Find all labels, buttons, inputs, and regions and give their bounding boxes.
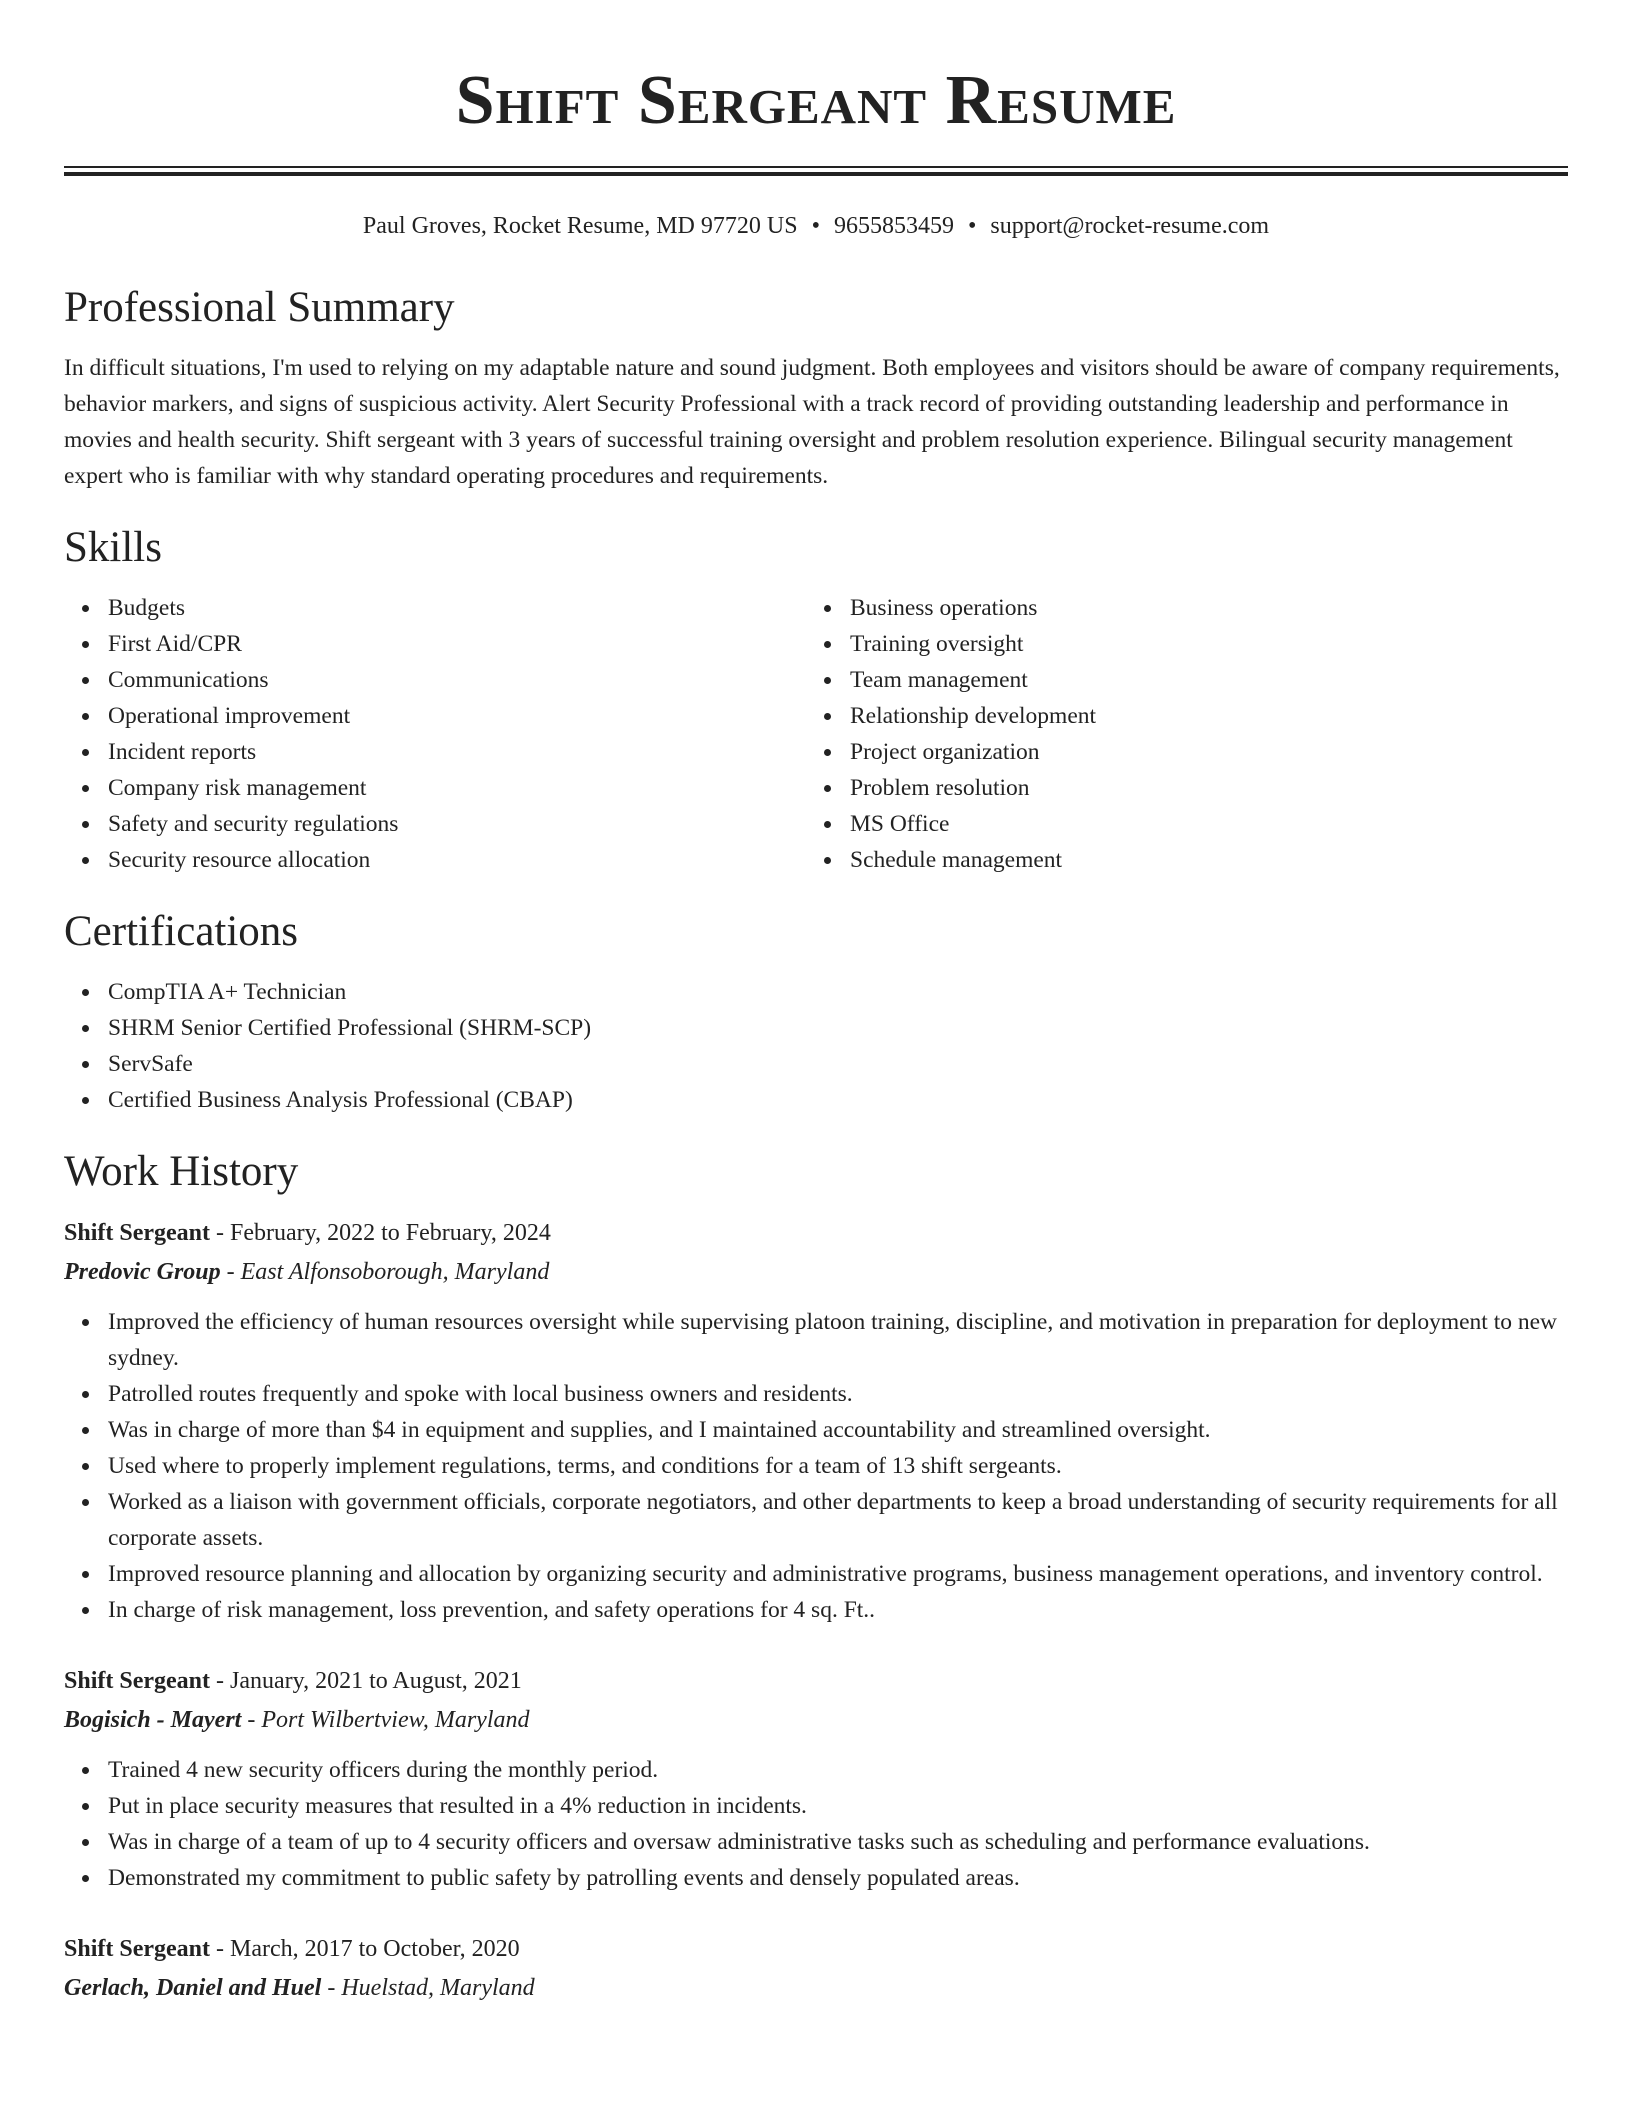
certification-item: SHRM Senior Certified Professional (SHRM-SCP) [108, 1010, 1568, 1046]
skill-item: Business operations [850, 590, 1548, 626]
skill-item: Team management [850, 662, 1548, 698]
job-title: Shift Sergeant [64, 1668, 210, 1694]
job-duty-item: Worked as a liaison with government officials, corporate negotiators, and other departments to keep a broad understanding of security requirements for all corporate assets. [108, 1484, 1568, 1556]
job-duty-item: Trained 4 new security officers during the monthly period. [108, 1752, 1568, 1788]
job-duty-item: Demonstrated my commitment to public safety by patrolling events and densely populated areas. [108, 1860, 1568, 1896]
job-duty-item: Patrolled routes frequently and spoke with local business owners and residents. [108, 1376, 1568, 1412]
title-divider [64, 166, 1568, 176]
skills-grid [64, 590, 1568, 878]
job-location: - East Alfonsoborough, Maryland [220, 1259, 550, 1285]
job-duties-list [64, 1752, 1568, 1896]
job-duty-item: In charge of risk management, loss prevention, and safety operations for 4 sq. Ft.. [108, 1592, 1568, 1628]
work-history-section [64, 1146, 1568, 2008]
job-duty-item: Improved the efficiency of human resources oversight while supervising platoon training, discipline, and motivation in preparation for deployment to new sydney. [108, 1304, 1568, 1376]
skill-item: Operational improvement [108, 698, 806, 734]
job-location: - Port Wilbertview, Maryland [241, 1707, 530, 1733]
job-entry [64, 1214, 1568, 1628]
job-company-line [64, 1968, 1568, 2008]
job-duties-list [64, 1304, 1568, 1628]
certifications-section [64, 906, 1568, 1118]
job-duty-item: Used where to properly implement regulations, terms, and conditions for a team of 13 shift sergeants. [108, 1448, 1568, 1484]
contact-phone: 9655853459 [833, 213, 954, 239]
certification-item: CompTIA A+ Technician [108, 974, 1568, 1010]
section-heading-certifications: Certifications [64, 908, 299, 955]
certifications-list [64, 974, 1568, 1118]
skill-item: Communications [108, 662, 806, 698]
section-heading-skills: Skills [64, 524, 162, 571]
skill-item: MS Office [850, 806, 1548, 842]
skill-item: Project organization [850, 734, 1548, 770]
skill-item: Incident reports [108, 734, 806, 770]
certification-item: ServSafe [108, 1046, 1568, 1082]
skill-item: Security resource allocation [108, 842, 806, 878]
skill-item: Schedule management [850, 842, 1548, 878]
skills-column-left [64, 590, 806, 878]
job-company-line [64, 1700, 1568, 1740]
contact-email: support@rocket-resume.com [990, 213, 1270, 239]
contact-separator: • [967, 213, 977, 239]
contact-line [64, 210, 1568, 242]
professional-summary-section [64, 282, 1568, 494]
job-dates: - March, 2017 to October, 2020 [210, 1936, 520, 1962]
skills-column-right [806, 590, 1548, 878]
resume-page [64, 0, 1568, 2020]
job-title: Shift Sergeant [64, 1220, 210, 1246]
job-company-line [64, 1252, 1568, 1292]
skill-item: Relationship development [850, 698, 1548, 734]
skills-list-left [64, 590, 806, 878]
skill-item: Problem resolution [850, 770, 1548, 806]
job-title-line [64, 1214, 1568, 1252]
job-company: Gerlach, Daniel and Huel [64, 1975, 322, 2001]
job-company: Bogisich - Mayert [64, 1707, 242, 1733]
job-entry [64, 1930, 1568, 2008]
summary-paragraph: In difficult situations, I'm used to relying on my adaptable nature and sound judgment. Both employees and visitors should be aware of company requirements, behavior markers, and signs of suspicious activity. Alert Security Professional with a track record of providing outstanding leadership and performance in movies and health security. Shift sergeant with 3 years of successful training oversight and problem resolution experience. Bilingual security management expert who is familiar with why standard operating procedures and requirements. [64, 355, 1560, 489]
job-title-line [64, 1662, 1568, 1700]
skill-item: First Aid/CPR [108, 626, 806, 662]
skill-item: Training oversight [850, 626, 1548, 662]
job-duty-item: Put in place security measures that resulted in a 4% reduction in incidents. [108, 1788, 1568, 1824]
skill-item: Safety and security regulations [108, 806, 806, 842]
skill-item: Company risk management [108, 770, 806, 806]
job-duty-item: Was in charge of a team of up to 4 security officers and oversaw administrative tasks such as scheduling and performance evaluations. [108, 1824, 1568, 1860]
job-dates: - February, 2022 to February, 2024 [210, 1220, 551, 1246]
section-heading-work-history: Work History [64, 1148, 299, 1195]
job-title: Shift Sergeant [64, 1936, 210, 1962]
job-company: Predovic Group [64, 1259, 221, 1285]
document-title: Shift Sergeant Resume [455, 62, 1177, 139]
skills-list-right [806, 590, 1548, 878]
contact-address: Paul Groves, Rocket Resume, MD 97720 US [362, 213, 798, 239]
job-duty-item: Was in charge of more than $4 in equipment and supplies, and I maintained accountability and streamlined oversight. [108, 1412, 1568, 1448]
contact-separator: • [811, 213, 820, 239]
job-duty-item: Improved resource planning and allocation by organizing security and administrative programs, business management operations, and inventory control. [108, 1556, 1568, 1592]
job-entry [64, 1662, 1568, 1896]
job-location: - Huelstad, Maryland [321, 1975, 535, 2001]
certification-item: Certified Business Analysis Professional (CBAP) [108, 1082, 1568, 1118]
job-title-line [64, 1930, 1568, 1968]
skill-item: Budgets [108, 590, 806, 626]
job-dates: - January, 2021 to August, 2021 [210, 1668, 522, 1694]
section-heading-summary: Professional Summary [64, 284, 455, 331]
skills-section [64, 522, 1568, 878]
